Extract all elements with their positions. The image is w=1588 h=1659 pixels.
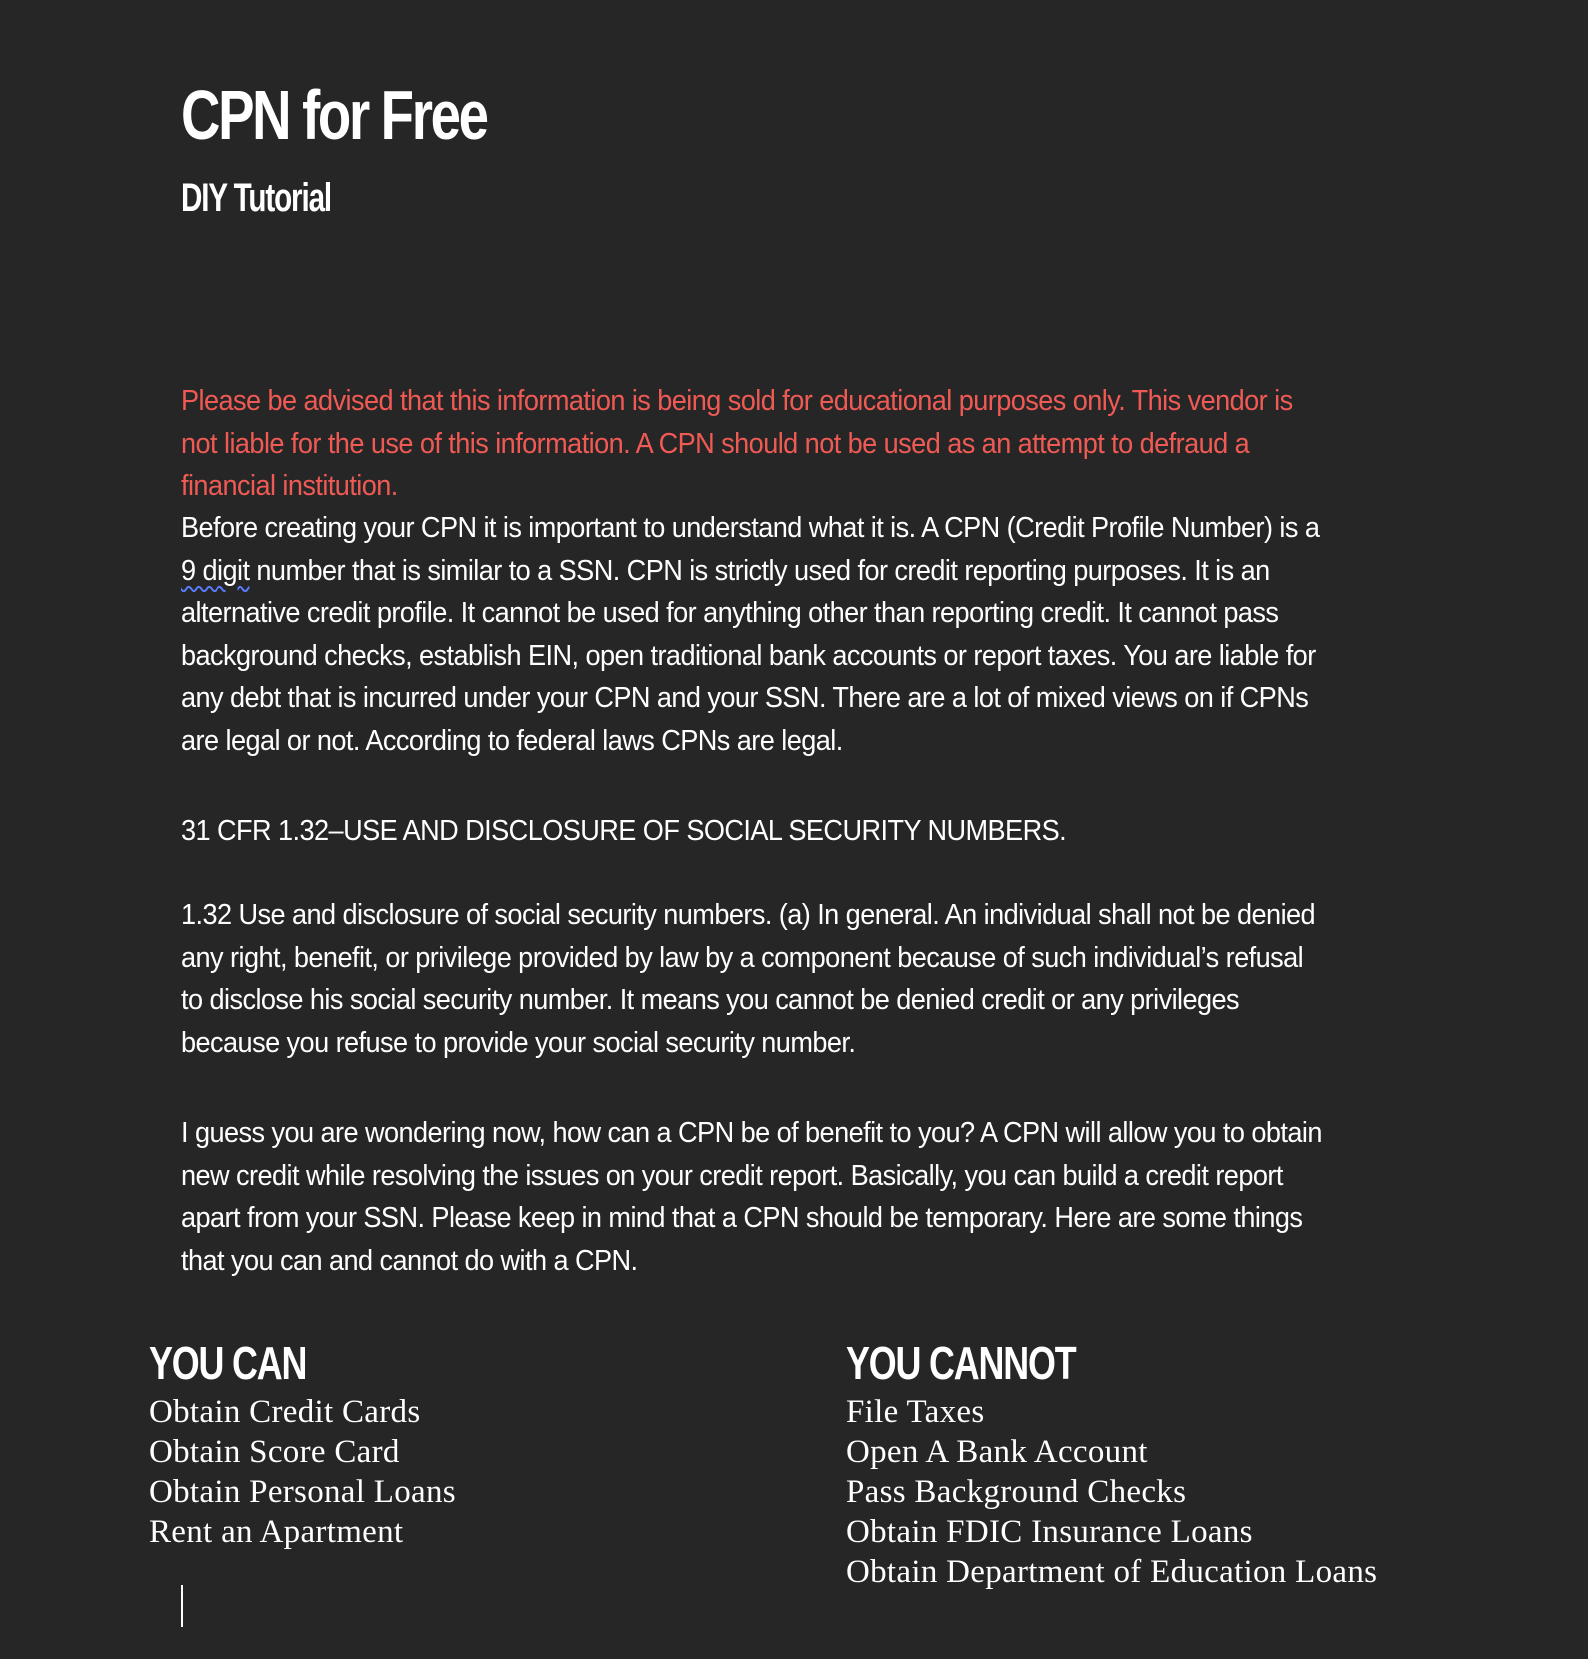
benefit-paragraph: I guess you are wondering now, how can a CPN be of benefit to you? A CPN will allow you to obtain new credit while resolving the issues on your credit report. Basically, you can build a credit report apart from your SSN. Please keep in mind that a CPN should be temporary. Here are some things that you can and cannot do with a CPN.	[181, 1117, 1322, 1277]
list-item: Rent an Apartment	[149, 1514, 404, 1550]
spellcheck-flagged-word[interactable]: 9 digit	[181, 554, 250, 587]
intro-text-before: Before creating your CPN it is important to understand what it is. A CPN (Credit Profile Number) is a	[181, 512, 1320, 544]
list-item: Obtain Department of Education Loans	[846, 1554, 1378, 1590]
you-cannot-list	[846, 1392, 1377, 1592]
text-cursor[interactable]	[181, 1585, 183, 1627]
intro-text-after: number that is similar to a SSN. CPN is strictly used for credit reporting purposes. It is an alternative credit profile. It cannot be used for anything other than reporting credit. It cannot pass background checks, establish EIN, open traditional bank accounts or report taxes. You are liable for any debt that is incurred under your CPN and your SSN. There are a lot of mixed views on if CPNs are legal or not. According to federal laws CPNs are legal.	[181, 554, 1316, 757]
list-item: Pass Background Checks	[846, 1474, 1187, 1510]
list-item: File Taxes	[846, 1394, 985, 1430]
you-can-list	[149, 1392, 456, 1552]
list-item: Obtain Personal Loans	[149, 1474, 456, 1510]
list-item: Obtain FDIC Insurance Loans	[846, 1514, 1253, 1550]
list-item: Obtain Credit Cards	[149, 1394, 421, 1430]
page-title: CPN for Free	[181, 76, 487, 154]
cfr-heading: 31 CFR 1.32–USE AND DISCLOSURE OF SOCIAL SECURITY NUMBERS.	[181, 815, 1067, 847]
intro-paragraph	[181, 507, 1331, 762]
cfr-paragraph: 1.32 Use and disclosure of social security numbers. (a) In general. An individual shall not be denied any right, benefit, or privilege provided by law by a component because of such individual’s refusal to disclose his social security number. It means you cannot be denied credit or any privileges because you refuse to provide your social security number.	[181, 899, 1316, 1059]
you-can-heading: YOU CAN	[149, 1337, 307, 1389]
disclaimer-paragraph: Please be advised that this information is being sold for educational purposes only. This vendor is not liable for the use of this information. A CPN should not be used as an attempt to defraud a financial institution.	[181, 385, 1293, 502]
page-subtitle: DIY Tutorial	[181, 176, 332, 220]
list-item: Obtain Score Card	[149, 1434, 400, 1470]
list-item: Open A Bank Account	[846, 1434, 1148, 1470]
you-cannot-heading: YOU CANNOT	[846, 1337, 1076, 1389]
